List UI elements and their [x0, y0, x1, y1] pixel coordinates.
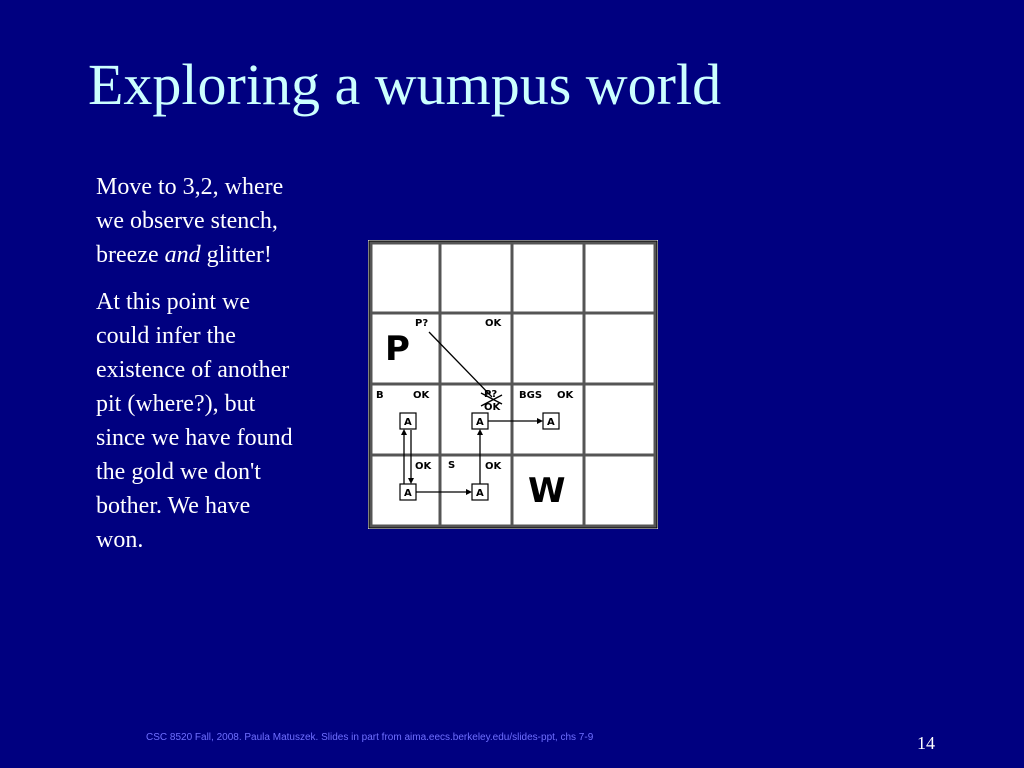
svg-text:A: A: [476, 488, 484, 499]
ok-label-r3c1: OK: [413, 390, 430, 401]
wumpus-grid-svg: [368, 240, 658, 529]
paragraph-1-end: glitter!: [200, 242, 272, 268]
slide-footer: CSC 8520 Fall, 2008. Paula Matuszek. Slides in part from aima.eecs.berkeley.edu/slides-ppt, chs 7-9: [146, 732, 594, 743]
svg-text:A: A: [476, 417, 484, 428]
agent-box-r3c2: [472, 413, 488, 429]
possible-pit-label-r3c2: P?: [484, 389, 498, 400]
bgs-label-r3c3: BGS: [519, 390, 543, 401]
svg-text:A: A: [404, 488, 412, 499]
paragraph-1-text: Move to 3,2, where we observe stench, breeze: [96, 174, 284, 268]
agent-box-r3c3: [543, 413, 559, 429]
paragraph-1-emphasis: and: [164, 242, 201, 268]
wumpus-label-big: W: [528, 471, 566, 511]
ok-label-r3c2: OK: [484, 402, 501, 413]
body-text: [96, 170, 296, 570]
paragraph-2: At this point we could infer the existence of another pit (where?), but since we have found the gold we don't bother. We have won.: [96, 289, 293, 553]
agent-box-r3c1: [400, 413, 416, 429]
ok-label-r4c2: OK: [485, 461, 502, 472]
ok-label-r4c1: OK: [415, 461, 432, 472]
agent-box-r4c1: [400, 484, 416, 500]
slide-number: 14: [917, 733, 935, 753]
ok-label-r3c3: OK: [557, 390, 574, 401]
wumpus-grid-figure: [368, 240, 658, 529]
possible-pit-label: P?: [415, 318, 429, 329]
svg-text:A: A: [404, 417, 412, 428]
breeze-label-r3c1: B: [376, 390, 384, 401]
slide-title: Exploring a wumpus world: [88, 52, 722, 117]
ok-label-r2c2: OK: [485, 318, 502, 329]
paragraph-1: [96, 170, 296, 272]
svg-text:A: A: [547, 417, 555, 428]
stench-label-r4c2: S: [448, 460, 456, 471]
agent-box-r4c2: [472, 484, 488, 500]
pit-label-big: P: [385, 329, 410, 369]
